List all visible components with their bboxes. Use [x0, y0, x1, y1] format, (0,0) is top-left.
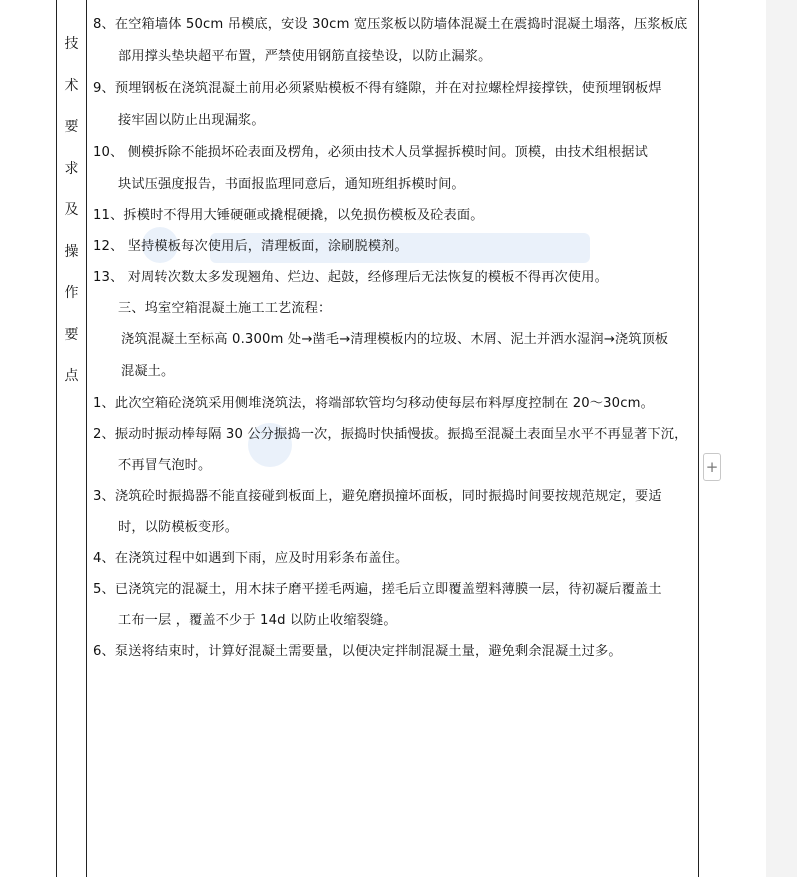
- expand-button[interactable]: +: [703, 453, 721, 481]
- column-divider: [86, 0, 87, 877]
- side-label-char: 要: [64, 119, 79, 135]
- text-line: 块试压强度报告，书面报监理同意后，通知班组拆模时间。: [118, 177, 465, 192]
- text-line: 时，以防模板变形。: [118, 520, 239, 535]
- text-line: 5、已浇筑完的混凝土，用木抹子磨平搓毛两遍，搓毛后立即覆盖塑料薄膜一层，待初凝后覆盖土: [93, 582, 662, 597]
- text-line: 3、浇筑砼时振捣器不能直接碰到板面上，避免磨损撞坏面板，同时振捣时间要按规范规定，要适: [93, 489, 662, 504]
- text-line: 接牢固以防止出现漏浆。: [118, 113, 265, 128]
- text-line: 11、拆模时不得用大锤硬砸或撬棍硬撬，以免损伤模板及砼表面。: [93, 208, 484, 223]
- text-line: 工布一层 ，覆盖不少于 14d 以防止收缩裂缝。: [118, 613, 397, 628]
- section-heading: 三、坞室空箱混凝土施工工艺流程：: [118, 301, 332, 316]
- text-line: 浇筑混凝土至标高 0.300m 处→凿毛→清理模板内的垃圾、木屑、泥土并洒水湿润→浇筑顶板: [121, 332, 669, 347]
- side-label-char: 点: [64, 368, 79, 384]
- side-label-char: 要: [64, 326, 79, 343]
- text-line: 9、预埋钢板在浇筑混凝土前用必须紧贴模板不得有缝隙，并在对拉螺栓焊接撑铁，使预埋钢板焊: [93, 81, 662, 96]
- text-line: 1、此次空箱砼浇筑采用侧堆浇筑法，将端部软管均匀移动使每层布料厚度控制在 20～30cm。: [93, 396, 654, 411]
- side-label-char: 术: [64, 77, 79, 94]
- side-label-char: 技: [64, 36, 79, 52]
- side-label-char: 操: [64, 243, 79, 260]
- text-line: 部用撑头垫块超平布置，严禁使用钢筋直接垫设，以防止漏浆。: [118, 49, 492, 64]
- text-line: 6、泵送将结束时，计算好混凝土需要量，以便决定拌制混凝土量，避免剩余混凝土过多。: [93, 644, 622, 659]
- side-label: [57, 32, 86, 406]
- text-line: 12、 坚持模板每次使用后，清理板面，涂刷脱模剂。: [93, 239, 408, 254]
- text-line: 8、在空箱墙体 50cm 吊模底，安设 30cm 宽压浆板以防墙体混凝土在震捣时混凝土塌落，压浆板底: [93, 17, 688, 32]
- text-line: 4、在浇筑过程中如遇到下雨，应及时用彩条布盖住。: [93, 551, 409, 566]
- text-line: 13、 对周转次数太多发现翘角、烂边、起鼓，经修理后无法恢复的模板不得再次使用。: [93, 270, 608, 285]
- text-line: 不再冒气泡时。: [118, 458, 212, 473]
- text-line: 2、振动时振动棒每隔 30 公分振捣一次，振捣时快插慢拔。振捣至混凝土表面呈水平不再显著下沉，: [93, 427, 688, 442]
- side-label-char: 求: [64, 160, 79, 177]
- text-line: 10、 侧模拆除不能损坏砼表面及楞角，必须由技术人员掌握拆模时间。顶模，由技术组根据试: [93, 145, 648, 160]
- side-label-char: 作: [64, 285, 79, 301]
- side-label-char: 及: [64, 202, 79, 218]
- right-gutter: [766, 0, 797, 877]
- text-line: 混凝土。: [121, 364, 175, 379]
